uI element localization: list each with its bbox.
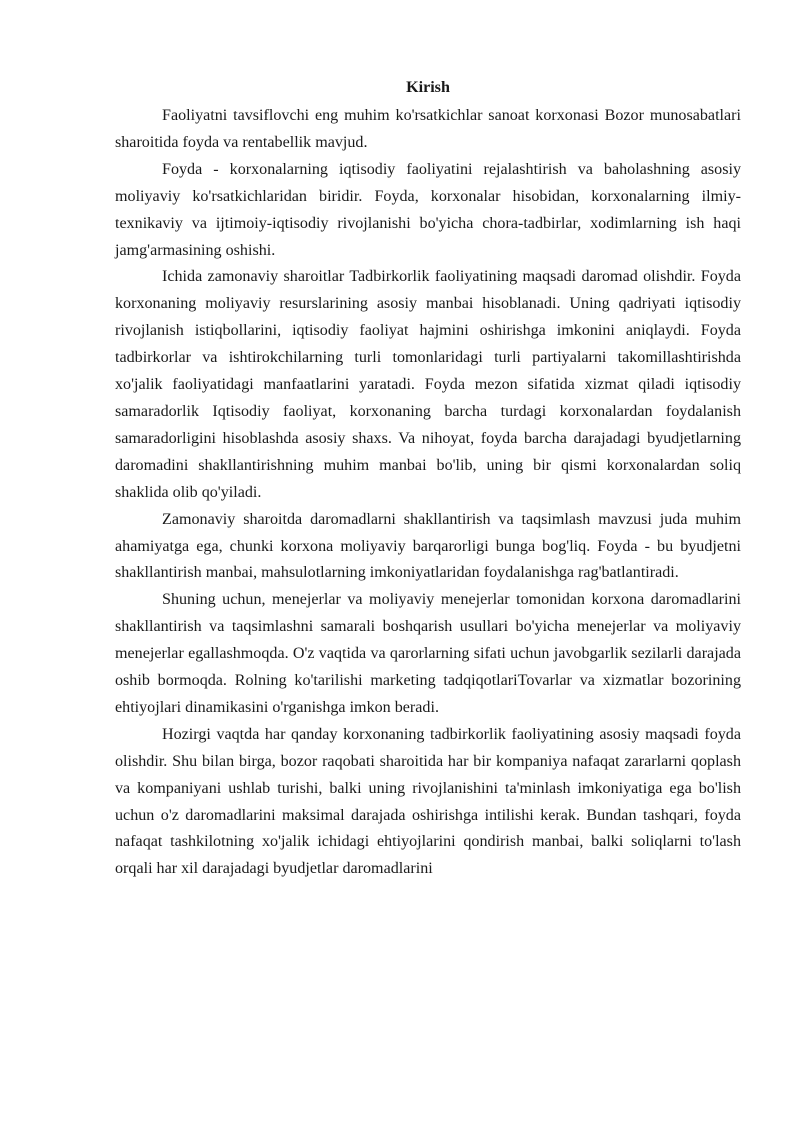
paragraph-2: Foyda - korxonalarning iqtisodiy faoliyatini rejalashtirish va baholashning asosiy moliyaviy ko'rsatkichlaridan biridir. Foyda, korxonalar hisobidan, korxonalarning ilmiy-texnikaviy va ijtimoiy-iqtisodiy rivojlanishi bo'yicha chora-tadbirlar, xodimlarning ish haqi jamg'armasining oshishi. <box>115 160 741 259</box>
paragraph-1: Faoliyatni tavsiflovchi eng muhim ko'rsatkichlar sanoat korxonasi Bozor munosabatlari sharoitida foyda va rentabellik mavjud. <box>115 107 741 151</box>
paragraph-6: Hozirgi vaqtda har qanday korxonaning tadbirkorlik faoliyatining asosiy maqsadi foyda olishdir. Shu bilan birga, bozor raqobati sharoitida har bir kompaniya nafaqat zararlarni qoplash va kompaniyani ushlab turishi, balki uning rivojlanishini ta'minlash imkoniyatiga ega bo'lish uchun o'z daromadlarini maksimal darajada oshirishga intilishi kerak. Bundan tashqari, foyda nafaqat tashkilotning xo'jalik ichidagi ehtiyojlarini qondirish manbai, balki soliqlarni to'lash orqali har xil darajadagi byudjetlar daromadlarini <box>115 725 741 878</box>
document-page <box>115 77 741 883</box>
paragraph-5: Shuning uchun, menejerlar va moliyaviy menejerlar tomonidan korxona daromadlarini shakllantirish va taqsimlashni samarali boshqarish usullari bo'yicha menejerlar va moliyaviy menejerlar egallashmoqda. O'z vaqtida va qarorlarning sifati uchun javobgarlik sezilarli darajada oshib bormoqda. Rolning ko'tarilishi marketing tadqiqotlariTovarlar va xizmatlar bozorining ehtiyojlari dinamikasini o'rganishga imkon beradi. <box>115 591 741 716</box>
paragraph-3: Ichida zamonaviy sharoitlar Tadbirkorlik faoliyatining maqsadi daromad olishdir. Foyda korxonaning moliyaviy resurslarining asosiy manbai hisoblanadi. Uning qadriyati iqtisodiy rivojlanish istiqbollarini, iqtisodiy faoliyat hajmini oshirishga imkonini aniqlaydi. Foyda tadbirkorlar va ishtirokchilarning turli tomonlaridagi turli partiyalarni takomillashtirishda xo'jalik faoliyatidagi manfaatlarini yaratadi. Foyda mezon sifatida xizmat qiladi iqtisodiy samaradorlik Iqtisodiy faoliyat, korxonaning barcha turdagi korxonalardan foydalanish samaradorligini hisoblashda asosiy shaxs. Va nihoyat, foyda barcha darajadagi byudjetlarning daromadini shakllantirishning muhim manbai bo'lib, uning bir qismi korxonalardan soliq shaklida olib qo'yiladi. <box>115 268 741 501</box>
paragraph-4: Zamonaviy sharoitda daromadlarni shakllantirish va taqsimlash mavzusi juda muhim ahamiyatga ega, chunki korxona moliyaviy barqarorligi bunga bog'liq. Foyda - bu byudjetni shakllantirish manbai, mahsulotlarning imkoniyatlaridan foydalanishga rag'batlantiradi. <box>115 510 741 582</box>
document-title: Kirish <box>406 79 450 96</box>
